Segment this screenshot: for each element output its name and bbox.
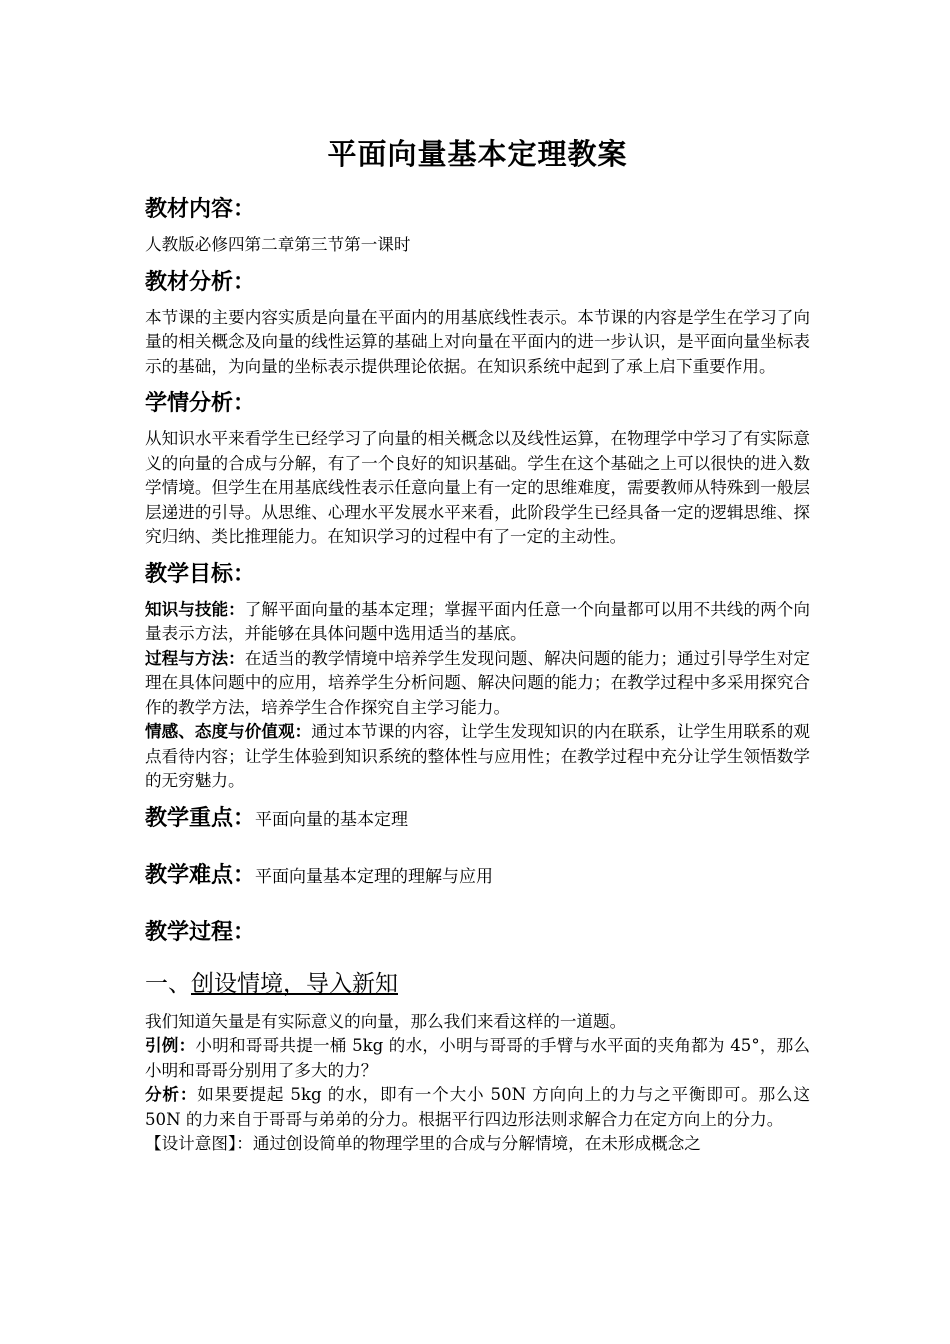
heading-analysis: 教材分析： — [145, 269, 256, 295]
goal-knowledge-label: 知识与技能： — [145, 599, 245, 619]
design-intent — [145, 1132, 810, 1157]
students-text: 从知识水平来看学生已经学习了向量的相关概念以及线性运算，在物理学中学习了有实际意义的向量的合成与分解，有了一个良好的知识基础。学生在这个基础之上可以很快的进入数学情境。但学生在用基底线性表示任意向量上有一定的思维难度，需要教师从特殊到一般层层递进的引导。从思维、心理水平发展水平来看，此阶段学生已经具备一定的逻辑思维、探究归纳、类比推理能力。在知识学习的过程中有了一定的主动性。 — [145, 429, 810, 546]
difficulty-text: 平面向量基本定理的理解与应用 — [255, 866, 494, 887]
goal-emotion-label: 情感、态度与价值观： — [145, 722, 312, 741]
document-title: 平面向量基本定理教案 — [327, 137, 628, 171]
part-one-heading — [145, 968, 810, 1000]
goal-knowledge — [145, 598, 810, 647]
design-label: 【设计意图】： — [145, 1134, 253, 1153]
heading-goals: 教学目标： — [145, 561, 256, 587]
difficulty-label: 教学难点： — [145, 862, 256, 888]
heading-content: 教材内容： — [145, 197, 256, 222]
analysis-text: 本节课的主要内容实质是向量在平面内的用基底线性表示。本节课的内容是学生在学习了向量的相关概念及向量的线性运算的基础上对向量在平面内的进一步认识，是平面向量坐标表示的基础，为向量的坐标表示提供理论依据。在知识系统中起到了承上启下重要作用。 — [145, 307, 810, 376]
key-point-text: 平面向量的基本定理 — [255, 809, 409, 830]
example — [145, 1034, 810, 1083]
heading-difficulty — [145, 861, 810, 892]
part-one-intro: 我们知道矢量是有实际意义的向量，那么我们来看这样的一道题。 — [145, 1011, 627, 1031]
heading-process: 教学过程： — [145, 919, 256, 945]
analysis-body: 如果要提起 5kg 的水，即有一个大小 50N 方向向上的力与之平衡即可。那么这 50N 的力来自于哥哥与弟弟的分力。根据平行四边形法则求解合力在定方向上的分力。 — [145, 1085, 810, 1129]
example-label: 引例： — [145, 1036, 196, 1055]
goal-emotion-text: 通过本节课的内容，让学生发现知识的内在联系，让学生用联系的观点看待内容；让学生体验到知识系统的整体性与应用性；在教学过程中充分让学生领悟数学的无穷魅力。 — [145, 722, 811, 790]
part-one-number: 一、 — [145, 970, 191, 997]
example-text: 小明和哥哥共提一桶 5kg 的水，小明与哥哥的手臂与水平面的夹角都为 45°，那么小明和哥哥分别用了多大的力？ — [145, 1036, 811, 1080]
part-one-title: 创设情境，导入新知 — [191, 970, 398, 997]
heading-students: 学情分析： — [145, 391, 256, 416]
goal-process — [145, 647, 810, 721]
goal-process-text: 在适当的教学情境中培养学生发现问题、解决问题的能力；通过引导学生对定理在具体问题中的应用，培养学生分析问题、解决问题的能力；在教学过程中多采用探究合作的教学方法，培养学生合作探究自主学习能力。 — [145, 648, 811, 717]
design-text: 通过创设简单的物理学里的合成与分解情境，在未形成概念之 — [252, 1134, 701, 1153]
goal-process-label: 过程与方法： — [145, 648, 245, 668]
goal-emotion — [145, 720, 810, 794]
analysis — [145, 1083, 810, 1132]
heading-key-point — [145, 804, 810, 835]
goal-knowledge-text: 了解平面向量的基本定理；掌握平面内任意一个向量都可以用不共线的两个向量表示方法，并能够在具体问题中选用适当的基底。 — [145, 599, 811, 643]
content-text: 人教版必修四第二章第三节第一课时 — [145, 235, 411, 254]
key-point-label: 教学重点： — [145, 805, 256, 831]
analysis-label: 分析： — [145, 1085, 198, 1104]
